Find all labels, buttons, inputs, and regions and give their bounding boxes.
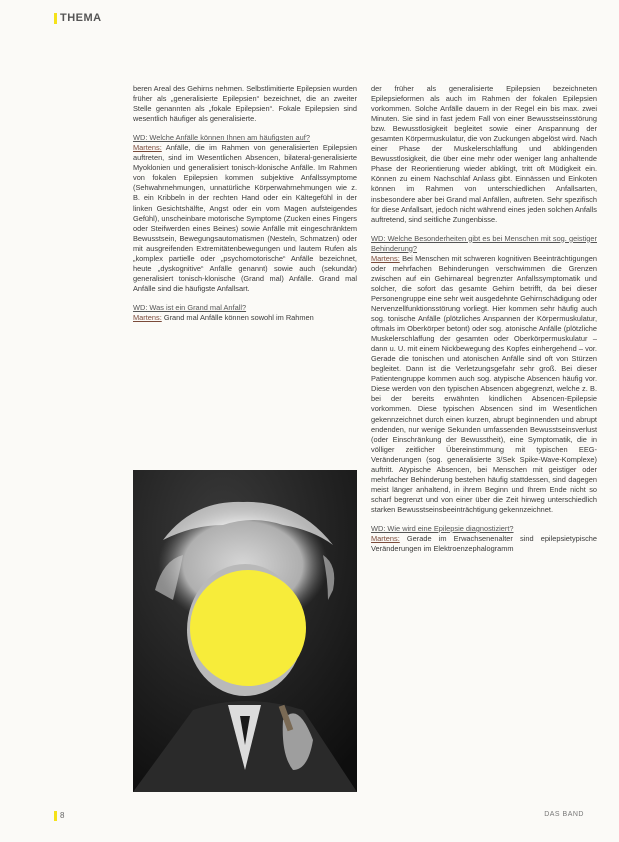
answer-3: Martens: Bei Menschen mit schweren kognitiven Beeinträchtigungen oder mehrfachen Behinderungen verschwimmen die Grenzen zwischen auf ein Gehirnareal begrenzter Anfallssymptomatik und solcher, die sofort das gesamte Gehirn betrifft, da bei dieser Personengruppe eine sehr weit ausgedehnte Gehirnschädigung oder Nervenzellfunktionsstörung vorliegt. Hier kommen sehr häufig auch sog. tonische Anfälle (plötzliches Anspannen der Körpermuskulatur, oftmals im Oberkörper betont) oder sog. atonische Anfälle (plötzliche Muskelerschlaffung der gesamten oder Oberkörpermuskulatur – dann u. U. mit einem Nickbewegung des Kopfes einhergehend – vor. Gerade die tonischen und atonischen Anfälle sind oft von Stürzen begleitet. Dann ist die Verletzungsgefahr sehr groß. Bei dieser Patientengruppe kommen auch sog. atypische Absencen häufig vor. Diese werden von den typischen Absencen abgegrenzt, welche z. B. bei der bereits erwähnten kindlichen Absencen-Epilepsie vorkommen. Diese typischen Absencen sind im Wesentlichen gekennzeichnet durch einen kurzen, abrupt beginnenden und abrupt endenden, nur wenige Sekunden umfassenden Bewusstseinsverlust (oder Einschränkung der Bewusstheit), eine Symptomatik, die in völliger zeitlicher Übereinstimmung mit typischen EEG-Veränderungen (sog. generalisierte 3/Sek Spike-Wave-Komplexe) auftritt. Atypische Absencen, bei Menschen mit geistiger oder mehrfacher Behinderung bestehen häufig stattdessen, sind dagegen meist länger anhaltend, in ihrem Beginn und Ihrem Ende nicht so scharf begrenzt und von einer über die Zeit hinweg unterschiedlich starken Bewusstseinsbeeinträchtigung gekennzeichnet. — [371, 253, 597, 514]
continuation-paragraph: der früher als generalisierte Epilepsien bezeichneten Epilepsieformen als auch im Rahmen der fokalen Epilepsien vorkommen. Solche Anfälle dauern in der Regel ein bis max. zwei Minuten. Sie sind in fast jedem Fall von einer Bewusstseinsstörung bzw. Bewusstlosigkeit begleitet sowie einer Anspannung der gesamten Körpermuskulatur, die von Zuckungen abgelöst wird. Nach einer Phase der Muskelerschlaffung und abklingenden Bewusstlosigkeit, die über eine mehr oder weniger lang anhaltende Phase der Reorientierung wieder abklingt, tritt oft Müdigkeit ein. Können zu einem Nachschlaf Anlass gibt. Einnässen und Einkoten können im Rahmen von unterschiedlichen Anfallsarten, insbesondere aber bei Grand mal Anfällen, auftreten. Sehr spezifisch für diese Anfallsart, jedoch nicht während eines jeden solchen Anfalls auftretend, sind seitliche Zungenbisse. — [371, 84, 597, 224]
answer-4: Martens: Gerade im Erwachsenenalter sind epilepsietypische Veränderungen im Elektroenzephalogramm — [371, 534, 597, 554]
section-label: THEMA — [60, 12, 102, 24]
right-column — [371, 84, 597, 563]
page-number: 8 — [60, 811, 65, 820]
interview-block-4 — [371, 524, 597, 554]
question-2: WD: Was ist ein Grand mal Anfall? — [133, 302, 247, 312]
question-1: WD: Welche Anfälle können Ihnen am häufigsten auf? — [133, 133, 310, 143]
portrait-illustration — [133, 470, 357, 792]
interview-block-1 — [133, 133, 357, 294]
intro-paragraph: beren Areal des Gehirns nehmen. Selbstlimitierte Epilepsien wurden früher als „generalisierte Epilepsien“ bezeichnet, die an zweiter Stelle genannten als „fokale Epilepsien“. Fokale Epilepsien sind wesentlich häufiger als generalisierte. — [133, 84, 357, 124]
interview-block-2 — [133, 303, 357, 323]
left-column — [133, 84, 357, 332]
yellow-circle-overlay — [190, 570, 306, 686]
magazine-mark: DAS BAND — [544, 811, 584, 818]
question-4: WD: Wie wird eine Epilepsie diagnostiziert? — [371, 523, 514, 533]
portrait-photo — [133, 470, 357, 792]
answer-1: Martens: Anfälle, die im Rahmen von generalisierten Epilepsien auftreten, sind im Wesentlichen Absencen, bilateral-generalisierte Myoklonien und generalisiert tonisch-klonische Anfälle. Im Rahmen von fokalen Epilepsien kommen subjektive Anfallssymptome (Sehwahrnehmungen, unnatürliche Körperwahrnehmungen wie z. B. ein Kribbeln in der rechten Hand oder ein Kältegefühl in der linken Gesichtshälfte, Angst oder ein vom Magen aufsteigendes Gefühl), unscheinbare motorische Symptome (Zucken eines Fingers oder Steifwerden eines Beines) sowie Anfälle mit eingeschränktem Bewusstsein, Bewegungsautomatismen (Nesteln, Schmatzen) oder mit ausgreifenden Extremitätenbewegungen und lautem Rufen als „komplex partielle oder „psychomotorische“ Anfälle bezeichnet, heute „dyskognitive“ Anfälle genannt) sowie auch (sekundär) generalisiert tonisch-klonische (Grand mal) Anfälle. Grand mal Anfälle sind die häufigste Anfallsart. — [133, 143, 357, 293]
interview-block-3 — [371, 234, 597, 515]
answer-2: Martens: Grand mal Anfälle können sowohl im Rahmen — [133, 312, 314, 322]
question-3: WD: Welche Besonderheiten gibt es bei Menschen mit sog. geistiger Behinderung? — [371, 233, 597, 253]
